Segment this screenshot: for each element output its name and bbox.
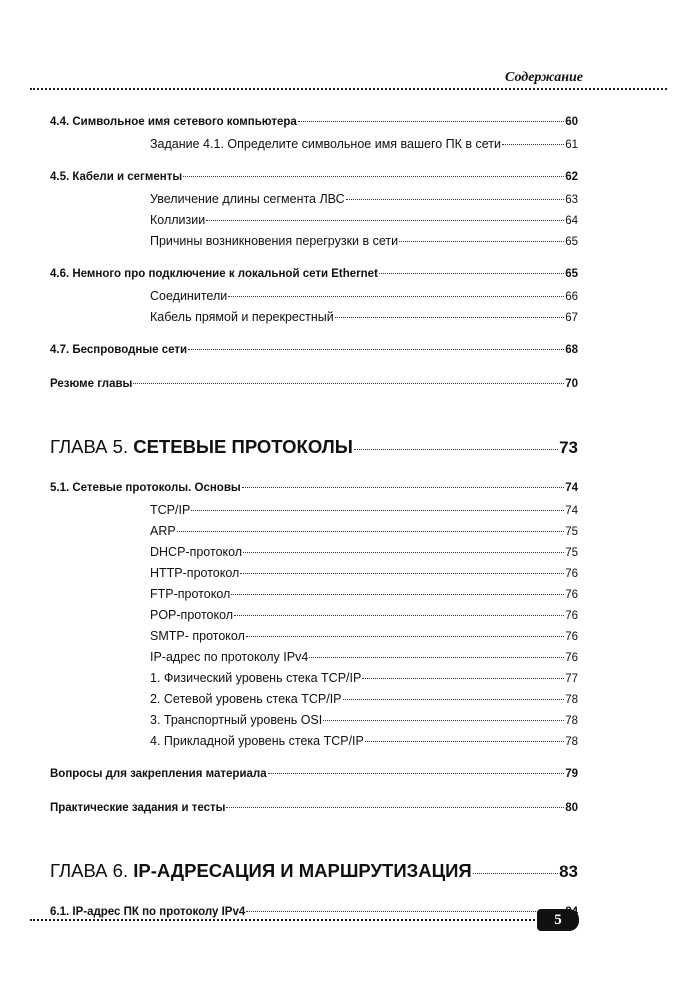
toc-entry-page: 75: [565, 547, 578, 559]
toc-entry-label: 4.4. Символьное имя сетевого компьютера: [50, 116, 297, 128]
toc-entry-page: 74: [565, 505, 578, 517]
chapter-name: СЕТЕВЫЕ ПРОТОКОЛЫ: [133, 436, 353, 457]
dot-leader: [242, 487, 564, 488]
dot-leader: [188, 349, 564, 350]
dot-leader: [191, 510, 564, 511]
toc-entry-application-layer[interactable]: [50, 731, 578, 752]
dot-leader: [343, 699, 565, 700]
toc-entry-label: Причины возникновения перегрузки в сети: [150, 234, 399, 248]
toc-entry-transport-layer[interactable]: [50, 710, 578, 731]
toc-entry-collisions[interactable]: [50, 210, 578, 231]
toc-entry-page: 61: [565, 139, 578, 151]
toc-entry-page: 78: [565, 715, 578, 727]
toc-entry-page: 79: [565, 768, 578, 780]
dot-leader: [379, 273, 564, 274]
toc-entry-physical-layer[interactable]: [50, 668, 578, 689]
toc-entry-segment-length[interactable]: [50, 189, 578, 210]
toc-entry-label: Резюме главы: [50, 378, 133, 390]
page-number-badge: 5: [537, 909, 579, 931]
toc-entry-label: 4.6. Немного про подключение к локальной сети Ethernet: [50, 268, 378, 280]
table-of-contents: [50, 110, 578, 924]
toc-entry-4-6[interactable]: [50, 262, 578, 286]
dot-leader: [240, 573, 564, 574]
toc-entry-page: 74: [565, 482, 578, 494]
toc-entry-page: 80: [565, 802, 578, 814]
toc-entry-page: 60: [565, 116, 578, 128]
running-header: Содержание: [505, 70, 583, 85]
toc-entry-page: 70: [565, 378, 578, 390]
toc-entry-label: Практические задания и тесты: [50, 802, 226, 814]
toc-entry-5-1[interactable]: [50, 476, 578, 500]
chapter-name: IP-АДРЕСАЦИЯ И МАРШРУТИЗАЦИЯ: [133, 860, 472, 881]
toc-entry-tcpip[interactable]: [50, 500, 578, 521]
toc-entry-page: 63: [565, 194, 578, 206]
dot-leader: [473, 873, 558, 874]
toc-entry-page: 76: [565, 610, 578, 622]
toc-entry-label: Кабель прямой и перекрестный: [150, 310, 334, 324]
toc-entry-page: 76: [565, 568, 578, 580]
dot-leader: [354, 449, 558, 450]
toc-entry-4-4[interactable]: [50, 110, 578, 134]
dot-leader: [183, 176, 564, 177]
toc-entry-label: TCP/IP: [150, 503, 191, 517]
toc-entry-dhcp[interactable]: [50, 542, 578, 563]
toc-entry-page: 64: [565, 215, 578, 227]
toc-entry-label: Коллизии: [150, 213, 206, 227]
toc-entry-label: 2. Сетевой уровень стека TCP/IP: [150, 692, 342, 706]
toc-entry-practice-tasks[interactable]: [50, 796, 578, 820]
toc-entry-label: Соединители: [150, 289, 228, 303]
toc-entry-label: Увеличение длины сегмента ЛВС: [150, 192, 345, 206]
header-divider: [30, 88, 667, 90]
toc-entry-page: 76: [565, 652, 578, 664]
toc-entry-label: POP-протокол: [150, 608, 234, 622]
toc-entry-page: 78: [565, 694, 578, 706]
chapter-prefix: ГЛАВА 6.: [50, 860, 129, 881]
dot-leader: [399, 241, 564, 242]
toc-entry-page: 78: [565, 736, 578, 748]
toc-entry-page: 83: [559, 862, 578, 881]
dot-leader: [246, 636, 564, 637]
toc-entry-task-4-1[interactable]: [50, 134, 578, 155]
toc-entry-label: 1. Физический уровень стека TCP/IP: [150, 671, 362, 685]
toc-entry-ftp[interactable]: [50, 584, 578, 605]
chapter-heading: [50, 432, 353, 462]
toc-entry-connectors[interactable]: [50, 286, 578, 307]
toc-entry-label: Вопросы для закрепления материала: [50, 768, 267, 780]
toc-entry-label: HTTP-протокол: [150, 566, 240, 580]
toc-entry-page: 77: [565, 673, 578, 685]
toc-entry-label: IP-адрес по протоколу IPv4: [150, 650, 309, 664]
dot-leader: [309, 657, 564, 658]
toc-entry-smtp[interactable]: [50, 626, 578, 647]
dot-leader: [206, 220, 564, 221]
toc-entry-review-questions[interactable]: [50, 762, 578, 786]
toc-entry-label: 4.7. Беспроводные сети: [50, 344, 188, 356]
toc-entry-network-layer[interactable]: [50, 689, 578, 710]
dot-leader: [177, 531, 565, 532]
toc-entry-label: 5.1. Сетевые протоколы. Основы: [50, 482, 241, 494]
toc-chapter-6[interactable]: [50, 856, 578, 886]
dot-leader: [133, 383, 564, 384]
dot-leader: [226, 807, 564, 808]
toc-entry-page: 65: [565, 268, 578, 280]
dot-leader: [346, 199, 565, 200]
dot-leader: [365, 741, 564, 742]
dot-leader: [298, 121, 564, 122]
toc-entry-label: 6.1. IP-адрес ПК по протоколу IPv4: [50, 906, 246, 918]
toc-entry-label: 4.5. Кабели и сегменты: [50, 171, 183, 183]
toc-entry-chapter-4-summary[interactable]: [50, 372, 578, 396]
dot-leader: [234, 615, 564, 616]
dot-leader: [335, 317, 564, 318]
toc-entry-4-7[interactable]: [50, 338, 578, 362]
toc-entry-page: 68: [565, 344, 578, 356]
dot-leader: [502, 144, 564, 145]
toc-entry-cable-types[interactable]: [50, 307, 578, 328]
toc-entry-page: 75: [565, 526, 578, 538]
toc-entry-label: FTP-протокол: [150, 587, 231, 601]
toc-entry-page: 67: [565, 312, 578, 324]
toc-entry-page: 62: [565, 171, 578, 183]
toc-entry-page: 66: [565, 291, 578, 303]
toc-entry-arp[interactable]: [50, 521, 578, 542]
toc-chapter-5[interactable]: [50, 432, 578, 462]
toc-entry-label: ARP: [150, 524, 176, 538]
dot-leader: [243, 552, 564, 553]
dot-leader: [362, 678, 564, 679]
toc-entry-label: 3. Транспортный уровень OSI: [150, 713, 323, 727]
toc-entry-label: Задание 4.1. Определите символьное имя вашего ПК в сети: [150, 137, 502, 151]
toc-entry-label: SMTP- протокол: [150, 629, 245, 643]
toc-entry-4-5[interactable]: [50, 165, 578, 189]
toc-entry-page: 73: [559, 438, 578, 457]
toc-entry-page: 76: [565, 631, 578, 643]
toc-entry-label: DHCP-протокол: [150, 545, 243, 559]
toc-entry-pop[interactable]: [50, 605, 578, 626]
toc-entry-page: 76: [565, 589, 578, 601]
dot-leader: [268, 773, 565, 774]
dot-leader: [231, 594, 564, 595]
chapter-heading: [50, 856, 472, 886]
dot-leader: [228, 296, 564, 297]
toc-entry-page: 65: [565, 236, 578, 248]
dot-leader: [323, 720, 564, 721]
toc-entry-label: 4. Прикладной уровень стека TCP/IP: [150, 734, 364, 748]
toc-entry-congestion[interactable]: [50, 231, 578, 252]
footer-divider: [30, 919, 535, 921]
toc-entry-ipv4-address[interactable]: [50, 647, 578, 668]
chapter-prefix: ГЛАВА 5.: [50, 436, 129, 457]
dot-leader: [246, 911, 564, 912]
toc-entry-http[interactable]: [50, 563, 578, 584]
